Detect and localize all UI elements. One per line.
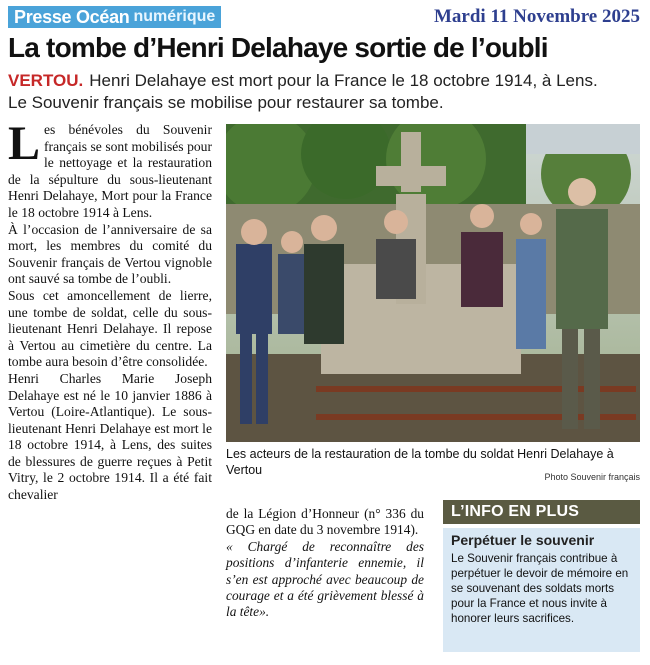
drop-cap: L: [8, 117, 41, 170]
lede-kicker: VERTOU.: [8, 71, 84, 90]
paragraph-5: de la Légion d’Honneur (n° 336 du GQG en date du 3 novembre 1914).: [226, 506, 424, 538]
masthead-logo: [8, 6, 221, 28]
issue-date: Mardi 11 Novembre 2025: [434, 6, 640, 27]
article-photo: [226, 124, 640, 442]
photo-credit: Photo Souvenir français: [544, 472, 640, 482]
masthead-edition: numérique: [133, 8, 216, 25]
headline: La tombe d’Henri Delahaye sortie de l’oubli: [8, 32, 548, 63]
info-box: [443, 500, 640, 652]
article-column-2: [226, 506, 424, 621]
lede-text: Henri Delahaye est mort pour la France le 18 octobre 1914, à Lens. Le Souvenir français se mobilise pour restaurer sa tombe.: [8, 71, 598, 112]
info-box-text: Le Souvenir français contribue à perpétuer le devoir de mémoire en se souvenant des soldats morts pour la France et nous invite à honorer leurs sacrifices.: [451, 552, 629, 625]
lede: [8, 70, 608, 114]
paragraph-3: Sous cet amoncellement de lierre, une tombe de soldat, celle du sous-lieutenant Henri Delahaye. Il repose à Vertou au cimetière du centre. La tombe aura besoin d’être consolidée.: [8, 287, 212, 370]
info-box-header: L’INFO EN PLUS: [443, 500, 640, 524]
paragraph-1-text: es bénévoles du Souvenir français se sont mobilisés pour le nettoyage et la restauration de la sépulture du sous-lieutenant Henri Delahaye, Mort pour la France le 18 octobre 1914 à Lens.: [8, 122, 212, 220]
paragraph-4: Henri Charles Marie Joseph Delahaye est né le 10 janvier 1886 à Vertou (Loire-Atlantique). Le sous-lieutenant Henri Delahaye est mort le 18 octobre 1914, à Lens, des suites de blessures de guerre reçues à Petit Vitry, le 2 octobre 1914. Il a été fait chevalier: [8, 370, 212, 503]
info-box-body: [443, 528, 640, 652]
info-box-title: Perpétuer le souvenir: [451, 532, 595, 548]
photo-illustration: [226, 124, 640, 442]
photo-caption: Les acteurs de la restauration de la tombe du soldat Henri Delahaye à Vertou: [226, 447, 614, 477]
citation-quote: « Chargé de reconnaître des positions d’infanterie ennemie, il s’en est approché avec beaucoup de courage et a été grièvement blessé à la tête».: [226, 538, 424, 620]
paragraph-2: À l’occasion de l’anniversaire de sa mort, les membres du comité du Souvenir français de Vertou vignoble ont sauvé sa tombe de l’oubli.: [8, 221, 212, 287]
article-column-1: [8, 117, 212, 504]
masthead-brand: Presse Océan: [14, 6, 130, 27]
paragraph-1: [8, 117, 212, 222]
